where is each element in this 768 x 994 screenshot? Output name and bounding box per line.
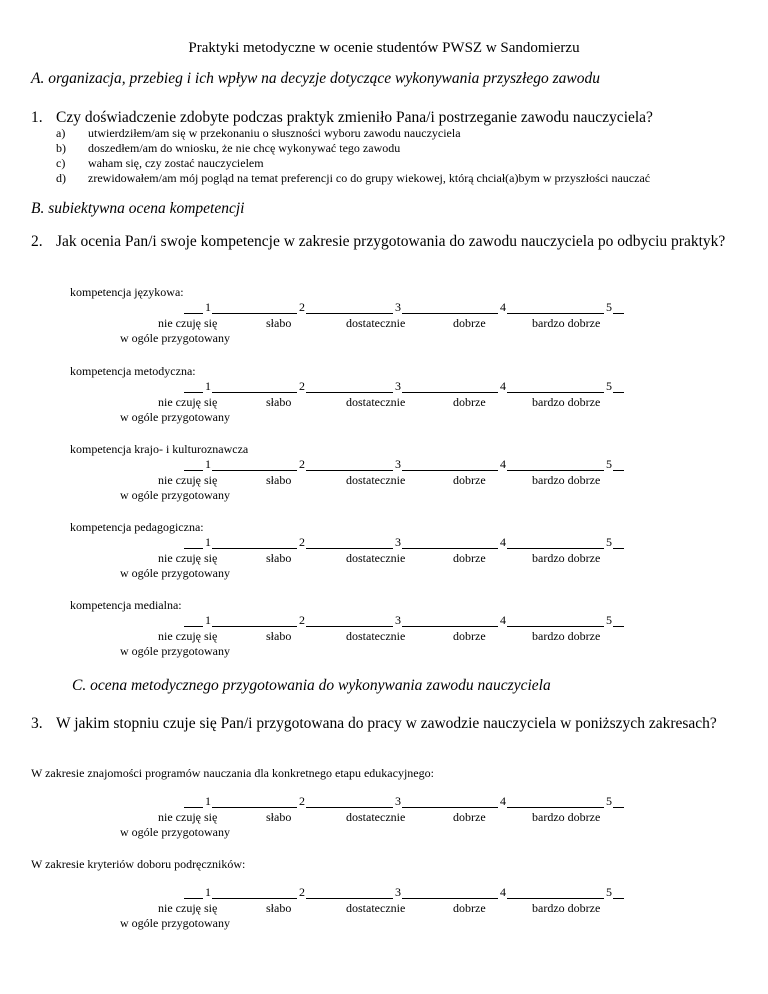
scale-blank-line [184, 548, 203, 549]
option-d[interactable] [56, 171, 650, 186]
anchor-label: dostatecznie [346, 901, 406, 915]
option-text: doszedłem/am do wniosku, że nie chcę wykonywać tego zawodu [88, 141, 401, 155]
option-text: zrewidowałem/am mój pogląd na temat preferencji co do grupy wiekowej, którą chciał(a)bym w przyszłości nauczać [88, 171, 651, 185]
anchor-label: dostatecznie [346, 473, 406, 487]
anchor-label: dobrze [453, 901, 486, 915]
question-3-text: W jakim stopniu czuje się Pan/i przygotowana do pracy w zawodzie nauczyciela w poniższych zakresach? [56, 715, 717, 732]
anchor-label: nie czuję się [158, 316, 218, 330]
scale-blank-line [402, 313, 498, 314]
scale-number-5[interactable]: 5 [606, 885, 612, 899]
scale-blank-line [184, 313, 203, 314]
rating-scale[interactable] [0, 458, 768, 508]
competence-label: kompetencja metodyczna: [70, 364, 196, 378]
anchor-label: dostatecznie [346, 316, 406, 330]
scale-blank-line [306, 392, 393, 393]
anchor-label: w ogóle przygotowany [120, 644, 230, 658]
scale-blank-line [613, 313, 624, 314]
option-letter: a) [56, 126, 66, 140]
scale-blank-line [306, 470, 393, 471]
scale-blank-line [184, 392, 203, 393]
question-2-number: 2. [31, 233, 43, 250]
scale-number-1[interactable]: 1 [205, 457, 211, 471]
anchor-label: słabo [266, 316, 292, 330]
scale-number-5[interactable]: 5 [606, 613, 612, 627]
scale-number-5[interactable]: 5 [606, 794, 612, 808]
option-c[interactable] [56, 156, 264, 171]
anchor-label: nie czuję się [158, 551, 218, 565]
anchor-label: dostatecznie [346, 395, 406, 409]
anchor-label: słabo [266, 810, 292, 824]
anchor-label: słabo [266, 395, 292, 409]
anchor-label: dobrze [453, 316, 486, 330]
competence-label: kompetencja pedagogiczna: [70, 520, 204, 534]
scale-blank-line [613, 392, 624, 393]
option-a[interactable] [56, 126, 461, 141]
anchor-label: dostatecznie [346, 551, 406, 565]
scale-number-5[interactable]: 5 [606, 379, 612, 393]
scale-number-3[interactable]: 3 [395, 613, 401, 627]
scale-blank-line [212, 470, 297, 471]
anchor-label: w ogóle przygotowany [120, 566, 230, 580]
anchor-label: nie czuję się [158, 395, 218, 409]
scale-number-2[interactable]: 2 [299, 535, 305, 549]
competence-label: kompetencja medialna: [70, 598, 182, 612]
anchor-label: bardzo dobrze [532, 551, 601, 565]
scale-number-4[interactable]: 4 [500, 457, 506, 471]
anchor-label: dobrze [453, 810, 486, 824]
anchor-label: dobrze [453, 629, 486, 643]
scale-number-3[interactable]: 3 [395, 379, 401, 393]
rating-scale[interactable] [0, 536, 768, 586]
anchor-label: słabo [266, 901, 292, 915]
scale-blank-line [507, 807, 604, 808]
scale-number-4[interactable]: 4 [500, 300, 506, 314]
scale-number-5[interactable]: 5 [606, 300, 612, 314]
anchor-label: bardzo dobrze [532, 810, 601, 824]
scale-number-1[interactable]: 1 [205, 379, 211, 393]
scale-blank-line [507, 548, 604, 549]
scale-number-1[interactable]: 1 [205, 613, 211, 627]
scale-blank-line [306, 313, 393, 314]
scale-number-3[interactable]: 3 [395, 300, 401, 314]
scale-number-2[interactable]: 2 [299, 613, 305, 627]
scale-number-2[interactable]: 2 [299, 300, 305, 314]
rating-scale[interactable] [0, 795, 768, 845]
scale-number-2[interactable]: 2 [299, 457, 305, 471]
competence-label: kompetencja językowa: [70, 285, 184, 299]
question-3-number: 3. [31, 715, 43, 732]
scale-blank-line [507, 392, 604, 393]
anchor-label: słabo [266, 551, 292, 565]
anchor-label: dostatecznie [346, 629, 406, 643]
scale-blank-line [184, 626, 203, 627]
option-text: utwierdziłem/am się w przekonaniu o słuszności wyboru zawodu nauczyciela [88, 126, 461, 140]
scale-blank-line [212, 392, 297, 393]
section-c-heading: C. ocena metodycznego przygotowania do wykonywania zawodu nauczyciela [72, 677, 551, 694]
option-b[interactable] [56, 141, 400, 156]
scale-number-1[interactable]: 1 [205, 885, 211, 899]
anchor-label: bardzo dobrze [532, 395, 601, 409]
scale-blank-line [212, 548, 297, 549]
scale-blank-line [613, 548, 624, 549]
scale-blank-line [402, 807, 498, 808]
scale-blank-line [402, 898, 498, 899]
anchor-label: dobrze [453, 473, 486, 487]
scale-blank-line [507, 313, 604, 314]
rating-scale[interactable] [0, 301, 768, 351]
scale-blank-line [212, 807, 297, 808]
scale-number-3[interactable]: 3 [395, 794, 401, 808]
competence-label: kompetencja krajo- i kulturoznawcza [70, 442, 249, 456]
scale-blank-line [212, 898, 297, 899]
anchor-label: bardzo dobrze [532, 473, 601, 487]
scale-number-4[interactable]: 4 [500, 379, 506, 393]
anchor-label: w ogóle przygotowany [120, 916, 230, 930]
page-title: Praktyki metodyczne w ocenie studentów PWSZ w Sandomierzu [188, 40, 580, 56]
anchor-label: dobrze [453, 395, 486, 409]
section-b-heading: B. subiektywna ocena kompetencji [31, 200, 245, 217]
anchor-label: nie czuję się [158, 901, 218, 915]
scale-blank-line [613, 470, 624, 471]
scale-number-4[interactable]: 4 [500, 794, 506, 808]
option-letter: b) [56, 141, 66, 155]
anchor-label: nie czuję się [158, 629, 218, 643]
anchor-label: słabo [266, 473, 292, 487]
scale-blank-line [613, 898, 624, 899]
scale-blank-line [507, 470, 604, 471]
scale-blank-line [212, 626, 297, 627]
scale-blank-line [402, 392, 498, 393]
scale-number-3[interactable]: 3 [395, 457, 401, 471]
scale-blank-line [184, 807, 203, 808]
anchor-label: bardzo dobrze [532, 629, 601, 643]
rating-scale[interactable] [0, 380, 768, 430]
scope-label: W zakresie znajomości programów nauczania dla konkretnego etapu edukacyjnego: [31, 766, 434, 780]
scale-blank-line [507, 626, 604, 627]
scale-blank-line [306, 626, 393, 627]
anchor-label: dostatecznie [346, 810, 406, 824]
scale-number-5[interactable]: 5 [606, 535, 612, 549]
scale-number-3[interactable]: 3 [395, 885, 401, 899]
scale-number-4[interactable]: 4 [500, 885, 506, 899]
scale-blank-line [306, 548, 393, 549]
scale-number-5[interactable]: 5 [606, 457, 612, 471]
scale-number-1[interactable]: 1 [205, 300, 211, 314]
anchor-label: w ogóle przygotowany [120, 488, 230, 502]
option-letter: d) [56, 171, 66, 185]
scale-blank-line [306, 807, 393, 808]
anchor-label: dobrze [453, 551, 486, 565]
scale-blank-line [507, 898, 604, 899]
scale-blank-line [184, 898, 203, 899]
anchor-label: w ogóle przygotowany [120, 825, 230, 839]
scale-number-2[interactable]: 2 [299, 379, 305, 393]
scale-number-1[interactable]: 1 [205, 794, 211, 808]
anchor-label: nie czuję się [158, 810, 218, 824]
anchor-label: bardzo dobrze [532, 316, 601, 330]
scale-blank-line [212, 313, 297, 314]
anchor-label: bardzo dobrze [532, 901, 601, 915]
option-text: waham się, czy zostać nauczycielem [88, 156, 264, 170]
scale-number-3[interactable]: 3 [395, 535, 401, 549]
scale-blank-line [402, 626, 498, 627]
scale-blank-line [402, 548, 498, 549]
scale-blank-line [306, 898, 393, 899]
rating-scale[interactable] [0, 886, 768, 936]
scale-blank-line [613, 626, 624, 627]
scale-blank-line [613, 807, 624, 808]
section-a-heading: A. organizacja, przebieg i ich wpływ na decyzje dotyczące wykonywania przyszłego zawodu [31, 70, 600, 87]
scope-label: W zakresie kryteriów doboru podręczników: [31, 857, 246, 871]
option-letter: c) [56, 156, 66, 170]
scale-number-4[interactable]: 4 [500, 613, 506, 627]
scale-number-1[interactable]: 1 [205, 535, 211, 549]
scale-number-2[interactable]: 2 [299, 794, 305, 808]
scale-blank-line [402, 470, 498, 471]
anchor-label: w ogóle przygotowany [120, 331, 230, 345]
scale-blank-line [184, 470, 203, 471]
scale-number-4[interactable]: 4 [500, 535, 506, 549]
anchor-label: w ogóle przygotowany [120, 410, 230, 424]
anchor-label: słabo [266, 629, 292, 643]
question-1-number: 1. [31, 109, 43, 126]
scale-number-2[interactable]: 2 [299, 885, 305, 899]
question-1-text: Czy doświadczenie zdobyte podczas praktyk zmieniło Pana/i postrzeganie zawodu nauczyciela? [56, 109, 653, 126]
rating-scale[interactable] [0, 614, 768, 664]
anchor-label: nie czuję się [158, 473, 218, 487]
question-2-text: Jak ocenia Pan/i swoje kompetencje w zakresie przygotowania do zawodu nauczyciela po odbyciu praktyk? [56, 233, 726, 250]
